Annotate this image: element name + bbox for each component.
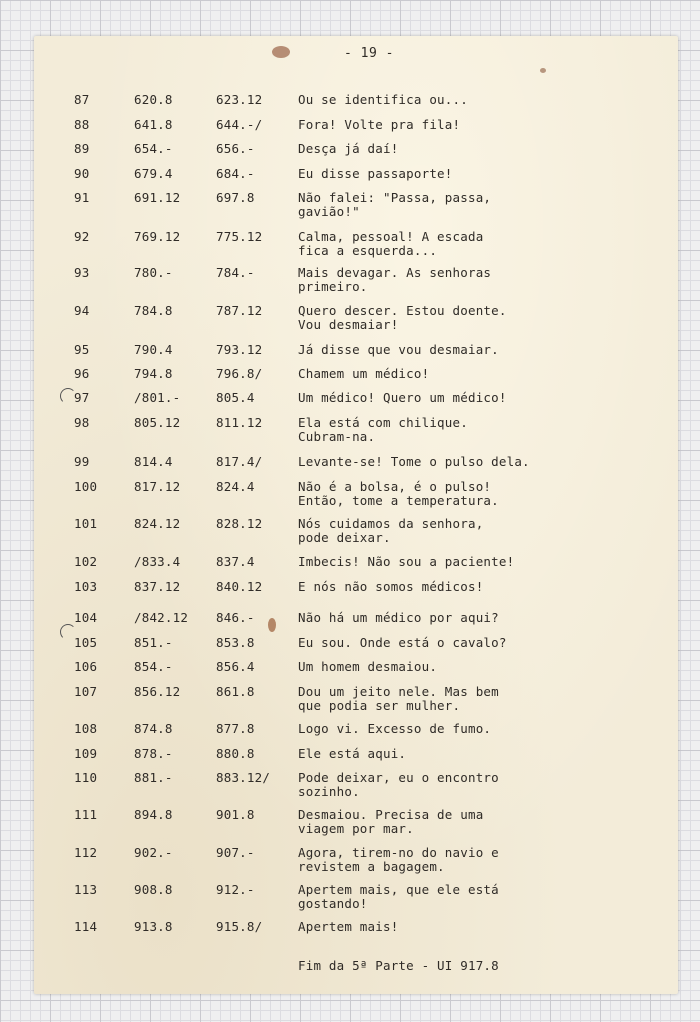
timecode-out: 883.12/ (216, 770, 271, 785)
cue-number: 111 (74, 807, 98, 822)
cue-text: Quero descer. Estou doente. Vou desmaiar! (298, 303, 507, 332)
cue-number: 107 (74, 684, 98, 699)
cue-number: 87 (74, 92, 90, 107)
timecode-out: 824.4 (216, 479, 255, 494)
cue-number: 114 (74, 919, 98, 934)
cue-text: Agora, tirem-no do navio e revistem a bagagem. (298, 845, 499, 874)
timecode-in: 790.4 (134, 342, 173, 357)
timecode-out: 656.- (216, 141, 255, 156)
timecode-in: 874.8 (134, 721, 173, 736)
cue-number: 109 (74, 746, 98, 761)
timecode-out: 877.8 (216, 721, 255, 736)
cue-text: Não é a bolsa, é o pulso! Então, tome a temperatura. (298, 479, 499, 508)
cue-number: 95 (74, 342, 90, 357)
cue-number: 96 (74, 366, 90, 381)
cue-number: 93 (74, 265, 90, 280)
timecode-in: 641.8 (134, 117, 173, 132)
timecode-out: 684.- (216, 166, 255, 181)
timecode-in: 794.8 (134, 366, 173, 381)
timecode-in: 913.8 (134, 919, 173, 934)
timecode-in: 854.- (134, 659, 173, 674)
timecode-out: 846.- (216, 610, 255, 625)
cue-number: 106 (74, 659, 98, 674)
cue-text: Já disse que vou desmaiar. (298, 342, 499, 357)
cue-number: 101 (74, 516, 98, 531)
timecode-in: 679.4 (134, 166, 173, 181)
timecode-in: 769.12 (134, 229, 181, 244)
cue-text: Pode deixar, eu o encontro sozinho. (298, 770, 499, 799)
timecode-in: 784.8 (134, 303, 173, 318)
timecode-in: 824.12 (134, 516, 181, 531)
cue-number: 105 (74, 635, 98, 650)
timecode-out: 901.8 (216, 807, 255, 822)
cue-text: E nós não somos médicos! (298, 579, 484, 594)
cue-text: Apertem mais! (298, 919, 399, 934)
timecode-in: 881.- (134, 770, 173, 785)
cue-number: 89 (74, 141, 90, 156)
cue-number: 110 (74, 770, 98, 785)
timecode-out: 912.- (216, 882, 255, 897)
cue-number: 97 (74, 390, 90, 405)
timecode-in: 691.12 (134, 190, 181, 205)
cue-text: Não falei: "Passa, passa, gavião!" (298, 190, 492, 219)
cue-text: Apertem mais, que ele está gostando! (298, 882, 499, 911)
cue-text: Dou um jeito nele. Mas bem que podia ser mulher. (298, 684, 499, 713)
timecode-in: /833.4 (134, 554, 181, 569)
cue-text: Desmaiou. Precisa de uma viagem por mar. (298, 807, 484, 836)
cue-number: 112 (74, 845, 98, 860)
cue-text: Ela está com chilique. Cubram-na. (298, 415, 468, 444)
timecode-in: 908.8 (134, 882, 173, 897)
timecode-in: 805.12 (134, 415, 181, 430)
timecode-out: 880.8 (216, 746, 255, 761)
timecode-out: 817.4/ (216, 454, 263, 469)
cue-text: Chamem um médico! (298, 366, 430, 381)
cue-number: 99 (74, 454, 90, 469)
timecode-out: 915.8/ (216, 919, 263, 934)
cue-number: 94 (74, 303, 90, 318)
timecode-out: 837.4 (216, 554, 255, 569)
timecode-in: /842.12 (134, 610, 189, 625)
cue-text: Um homem desmaiou. (298, 659, 438, 674)
cue-number: 91 (74, 190, 90, 205)
cue-number: 92 (74, 229, 90, 244)
cue-text: Ou se identifica ou... (298, 92, 468, 107)
page-number: - 19 - (344, 46, 394, 61)
timecode-out: 856.4 (216, 659, 255, 674)
cue-number: 90 (74, 166, 90, 181)
timecode-out: 907.- (216, 845, 255, 860)
timecode-out: 793.12 (216, 342, 263, 357)
cue-number: 103 (74, 579, 98, 594)
timecode-out: 828.12 (216, 516, 263, 531)
cue-text: Mais devagar. As senhoras primeiro. (298, 265, 492, 294)
cue-number: 88 (74, 117, 90, 132)
cue-text: Levante-se! Tome o pulso dela. (298, 454, 530, 469)
timecode-in: 856.12 (134, 684, 181, 699)
timecode-in: 902.- (134, 845, 173, 860)
timecode-in: 814.4 (134, 454, 173, 469)
cue-text: Nós cuidamos da senhora, pode deixar. (298, 516, 484, 545)
timecode-out: 796.8/ (216, 366, 263, 381)
cue-number: 113 (74, 882, 98, 897)
cue-text: Desça já daí! (298, 141, 399, 156)
timecode-in: 620.8 (134, 92, 173, 107)
cue-text: Ele está aqui. (298, 746, 407, 761)
cue-number: 102 (74, 554, 98, 569)
timecode-out: 840.12 (216, 579, 263, 594)
timecode-in: 780.- (134, 265, 173, 280)
cue-text: Não há um médico por aqui? (298, 610, 499, 625)
timecode-in: 654.- (134, 141, 173, 156)
cue-text: Um médico! Quero um médico! (298, 390, 507, 405)
timecode-in: 817.12 (134, 479, 181, 494)
cue-text: Eu sou. Onde está o cavalo? (298, 635, 507, 650)
cue-number: 108 (74, 721, 98, 736)
timecode-out: 697.8 (216, 190, 255, 205)
timecode-out: 623.12 (216, 92, 263, 107)
cue-text: Fora! Volte pra fila! (298, 117, 461, 132)
timecode-in: 837.12 (134, 579, 181, 594)
timecode-in: /801.- (134, 390, 181, 405)
timecode-out: 853.8 (216, 635, 255, 650)
timecode-out: 811.12 (216, 415, 263, 430)
timecode-in: 878.- (134, 746, 173, 761)
footer-note: Fim da 5ª Parte - UI 917.8 (298, 958, 499, 973)
cue-number: 100 (74, 479, 98, 494)
cue-text: Calma, pessoal! A escada fica a esquerda... (298, 229, 484, 258)
timecode-out: 644.-/ (216, 117, 263, 132)
timecode-out: 861.8 (216, 684, 255, 699)
timecode-in: 894.8 (134, 807, 173, 822)
timecode-in: 851.- (134, 635, 173, 650)
timecode-out: 805.4 (216, 390, 255, 405)
timecode-out: 784.- (216, 265, 255, 280)
timecode-out: 775.12 (216, 229, 263, 244)
cue-text: Imbecis! Não sou a paciente! (298, 554, 515, 569)
cue-text: Eu disse passaporte! (298, 166, 453, 181)
cue-number: 98 (74, 415, 90, 430)
cue-text: Logo vi. Excesso de fumo. (298, 721, 492, 736)
cue-number: 104 (74, 610, 98, 625)
timecode-out: 787.12 (216, 303, 263, 318)
